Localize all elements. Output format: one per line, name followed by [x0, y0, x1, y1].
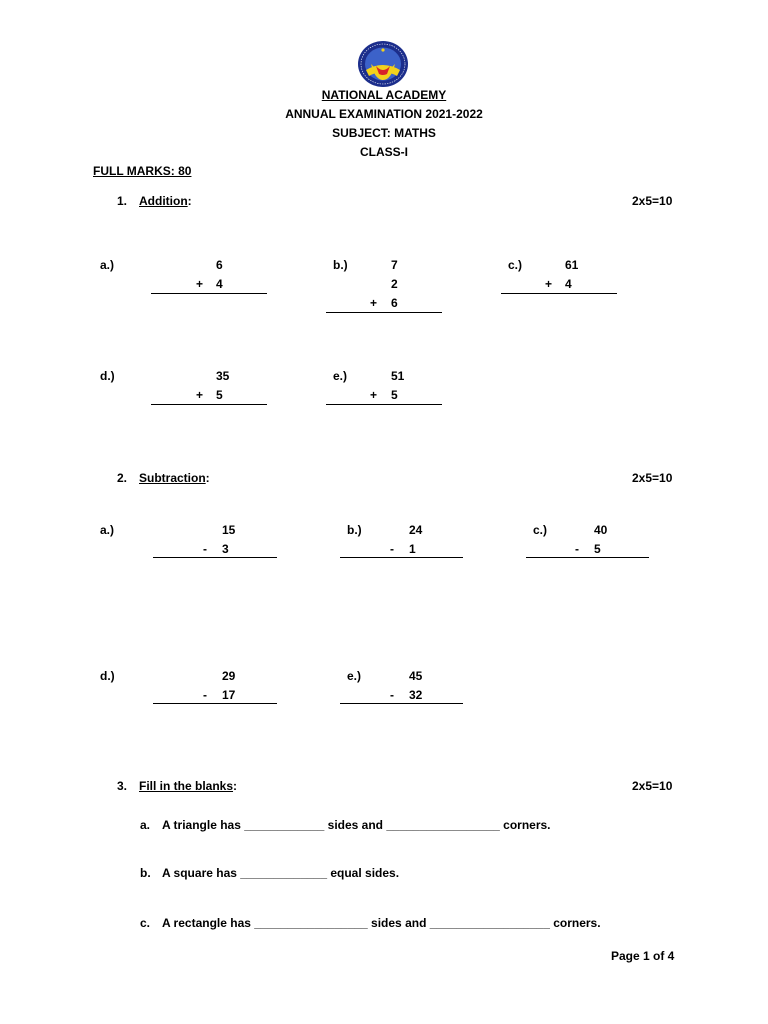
problem-label: c.): [508, 258, 523, 272]
operand: 5: [216, 388, 223, 402]
problem-label: b.): [347, 523, 362, 537]
answer-line: [340, 703, 463, 704]
section-title-subtraction: [139, 471, 210, 485]
answer-line: [326, 404, 442, 405]
operator-plus: +: [370, 296, 378, 310]
answer-line: [151, 293, 267, 294]
operand: 3: [222, 542, 229, 556]
school-name: NATIONAL ACADEMY: [321, 88, 447, 102]
section-title-text: Addition: [139, 194, 188, 208]
section-number-addition: 1.: [117, 194, 128, 208]
problem-label: e.): [333, 369, 348, 383]
problem-label: a.): [100, 523, 115, 537]
answer-line: [326, 312, 442, 313]
full-marks: FULL MARKS: 80: [93, 164, 192, 178]
operator-minus: -: [390, 688, 394, 702]
problem-label: d.): [100, 669, 115, 683]
operator-minus: -: [203, 542, 207, 556]
operand: 15: [222, 523, 236, 537]
exam-title: ANNUAL EXAMINATION 2021-2022: [285, 107, 483, 121]
problem-label: e.): [347, 669, 362, 683]
answer-line: [153, 703, 277, 704]
blank-item-letter: a.: [140, 818, 151, 832]
operand: 35: [216, 369, 230, 383]
problem-label: a.): [100, 258, 115, 272]
section-marks-fill-blanks: 2x5=10: [632, 779, 673, 793]
subject-title: SUBJECT: MATHS: [332, 126, 436, 140]
answer-line: [501, 293, 617, 294]
answer-line: [151, 404, 267, 405]
section-title-text: Subtraction: [139, 471, 206, 485]
section-title-colon: :: [233, 779, 238, 793]
operand: 6: [216, 258, 223, 272]
class-title: CLASS-I: [360, 145, 408, 159]
operator-minus: -: [575, 542, 579, 556]
operand: 4: [216, 277, 223, 291]
blank-item-text: A triangle has ____________ sides and _________________ corners.: [162, 818, 551, 832]
operator-plus: +: [545, 277, 553, 291]
operand: 4: [565, 277, 572, 291]
operator-minus: -: [203, 688, 207, 702]
operand: 51: [391, 369, 405, 383]
operand: 5: [391, 388, 398, 402]
operand: 61: [565, 258, 579, 272]
operand: 24: [409, 523, 423, 537]
section-title-addition: [139, 194, 192, 208]
operand: 40: [594, 523, 608, 537]
operator-plus: +: [196, 388, 204, 402]
operand: 32: [409, 688, 423, 702]
operator-plus: +: [370, 388, 378, 402]
operand: 17: [222, 688, 236, 702]
section-number-fill-blanks: 3.: [117, 779, 128, 793]
operator-plus: +: [196, 277, 204, 291]
operand: 2: [391, 277, 398, 291]
problem-label: b.): [333, 258, 348, 272]
section-marks-subtraction: 2x5=10: [632, 471, 673, 485]
operator-minus: -: [390, 542, 394, 556]
blank-item-text: A rectangle has _________________ sides and __________________ corners.: [162, 916, 601, 930]
section-marks-addition: 2x5=10: [632, 194, 673, 208]
operand: 1: [409, 542, 416, 556]
school-logo: [357, 40, 409, 88]
problem-label: d.): [100, 369, 115, 383]
problem-label: c.): [533, 523, 548, 537]
blank-item-letter: c.: [140, 916, 151, 930]
blank-item-text: A square has _____________ equal sides.: [162, 866, 400, 880]
section-title-fill-blanks: [139, 779, 237, 793]
section-title-colon: :: [187, 194, 192, 208]
answer-line: [153, 557, 277, 558]
operand: 6: [391, 296, 398, 310]
blank-item-letter: b.: [140, 866, 151, 880]
operand: 5: [594, 542, 601, 556]
page-number: Page 1 of 4: [611, 949, 675, 963]
operand: 29: [222, 669, 236, 683]
answer-line: [526, 557, 649, 558]
section-title-text: Fill in the blanks: [139, 779, 234, 793]
section-title-colon: :: [205, 471, 210, 485]
section-number-subtraction: 2.: [117, 471, 128, 485]
operand: 45: [409, 669, 423, 683]
operand: 7: [391, 258, 398, 272]
answer-line: [340, 557, 463, 558]
